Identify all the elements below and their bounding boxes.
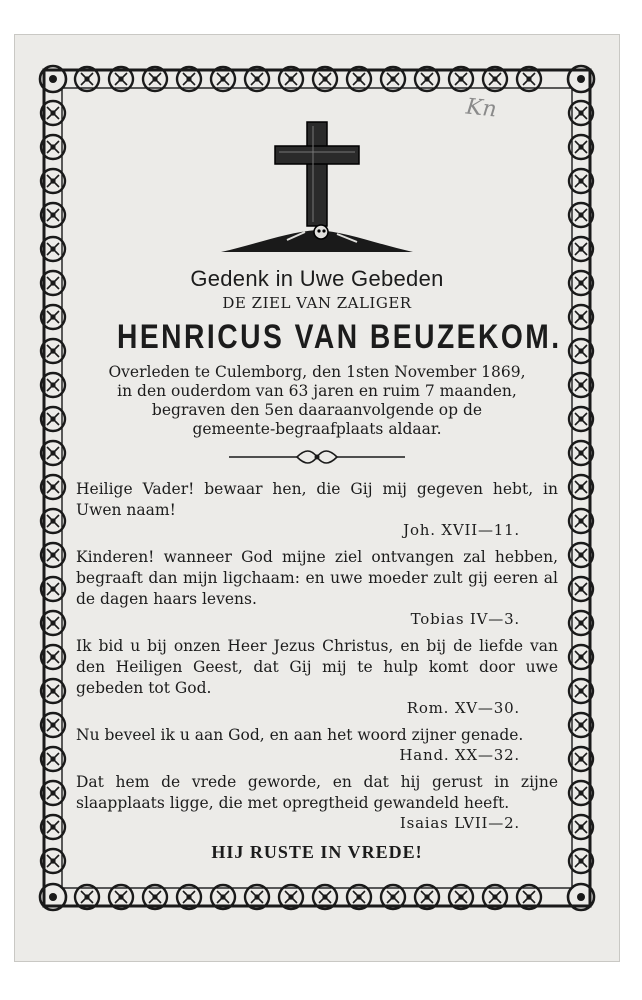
verse-block	[76, 725, 558, 764]
soul-line: DE ZIEL VAN ZALIGER	[222, 294, 412, 312]
handwritten-note: Kn	[464, 94, 498, 123]
verse-reference: Hand. XX—32.	[399, 746, 520, 764]
verse-reference: Rom. XV—30.	[406, 699, 520, 717]
death-line: gemeente-begraafplaats aldaar.	[192, 420, 442, 438]
death-line: Overleden te Culemborg, den 1sten November 1869,	[108, 363, 526, 381]
verse-block	[76, 547, 558, 628]
verse-text: Heilige Vader! bewaar hen, die Gij mij gegeven hebt, in Uwen naam!	[76, 480, 558, 519]
verse-block	[76, 479, 558, 539]
card-content	[76, 120, 562, 863]
death-details	[76, 363, 558, 439]
closing-line: HIJ RUSTE IN VREDE!	[211, 842, 423, 862]
verse-text: Dat hem de vrede geworde, en dat hij gerust in zijne slaapplaats ligge, die met opregtheid gewandeld heeft.	[76, 773, 558, 812]
verse-text: Ik bid u bij onzen Heer Jezus Christus, en bij de liefde van den Heiligen Geest, dat Gij mij te hulp komt door uwe gebeden tot God.	[76, 637, 558, 697]
cross-icon	[217, 120, 417, 260]
verse-text: Nu beveel ik u aan God, en aan het woord zijner genade.	[76, 726, 524, 744]
verse-reference: Isaias LVII—2.	[399, 814, 520, 832]
death-line: in den ouderdom van 63 jaren en ruim 7 maanden,	[117, 382, 517, 400]
verse-reference: Tobias IV—3.	[410, 610, 520, 628]
deceased-name: HENRICUS VAN BEUZEKOM.	[116, 318, 562, 356]
flourish-divider-icon	[227, 449, 407, 465]
verse-block	[76, 636, 558, 717]
death-line: begraven den 5en daaraanvolgende op de	[151, 401, 483, 419]
invocation: Gedenk in Uwe Gebeden	[190, 266, 444, 291]
verse-text: Kinderen! wanneer God mijne ziel ontvangen zal hebben, begraaft dan mijn ligchaam: en uwe moeder zult gij eeren al de dagen haars levens.	[76, 548, 558, 608]
verse-block	[76, 772, 558, 832]
verse-reference: Joh. XVII—11.	[403, 521, 520, 539]
